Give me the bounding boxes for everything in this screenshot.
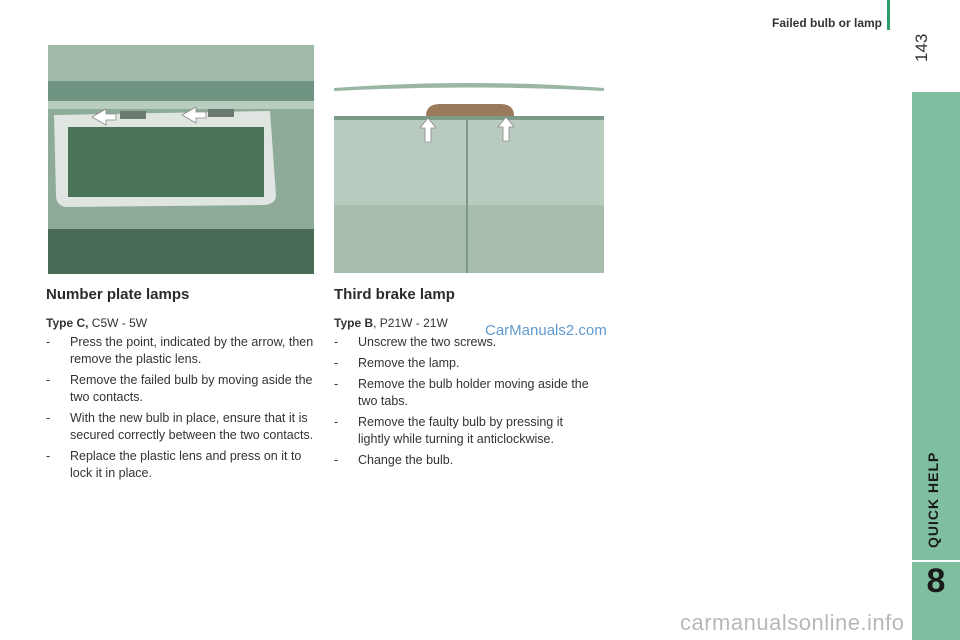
section-header-title: Failed bulb or lamp xyxy=(771,16,882,30)
list-item: - Remove the faulty bulb by pressing it lightly while turning it anticlockwise. xyxy=(334,414,594,448)
chapter-side-tab xyxy=(912,92,960,640)
list-item: - Remove the bulb holder moving aside the two tabs. xyxy=(334,376,594,410)
watermark-bottom: carmanualsonline.info xyxy=(680,610,905,635)
list-item: - With the new bulb in place, ensure that it is secured correctly between the two contacts. xyxy=(46,410,316,444)
third-brake-lamp-title: Third brake lamp xyxy=(334,286,455,303)
brake-lamp-steps-list xyxy=(334,334,594,473)
list-item: - Remove the failed bulb by moving aside the two contacts. xyxy=(46,372,316,406)
page-number: 143 xyxy=(912,33,931,62)
watermark-top: CarManuals2.com xyxy=(485,322,607,339)
chapter-label: QUICK HELP xyxy=(925,451,941,548)
list-item: - Change the bulb. xyxy=(334,452,594,469)
list-item: - Remove the lamp. xyxy=(334,355,594,372)
brake-lamp-bulb-type xyxy=(334,316,448,330)
chapter-number: 8 xyxy=(926,562,946,600)
type-label: Type C, xyxy=(46,316,89,330)
third-brake-lamp-illustration xyxy=(334,80,604,273)
list-item: - Replace the plastic lens and press on it to lock it in place. xyxy=(46,448,316,482)
number-plate-bulb-type xyxy=(46,316,147,330)
list-item: - Unscrew the two screws. xyxy=(334,334,594,351)
number-plate-lamps-title: Number plate lamps xyxy=(46,286,190,303)
number-plate-lamps-illustration xyxy=(48,45,314,274)
number-plate-steps-list xyxy=(46,334,316,486)
type-label: Type B xyxy=(334,316,374,330)
list-item: - Press the point, indicated by the arrow, then remove the plastic lens. xyxy=(46,334,316,368)
header-accent-bar xyxy=(887,0,890,30)
type-value: , P21W - 21W xyxy=(373,316,448,330)
type-value: C5W - 5W xyxy=(88,316,148,330)
